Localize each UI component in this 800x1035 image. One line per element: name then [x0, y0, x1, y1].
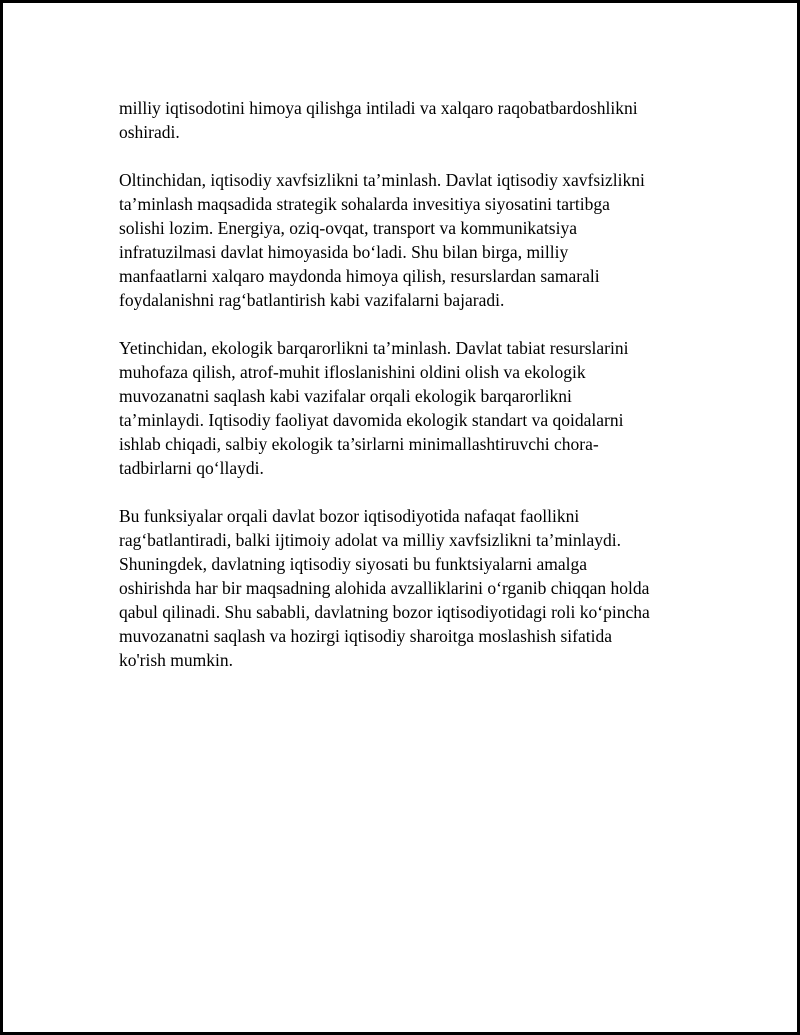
document-body — [119, 96, 684, 696]
paragraph-ecological-sustainability: Yetinchidan, ekologik barqarorlikni ta’minlash. Davlat tabiat resurslarini muhofaza qilish, atrof-muhit ifloslanishini oldini olish va ekologik muvozanatni saqlash kabi vazifalar orqali ekologik barqarorlikni ta’minlaydi. Iqtisodiy faoliyat davomida ekologik standart va qoidalarni ishlab chiqadi, salbiy ekologik ta’sirlarni minimallashtiruvchi chora- tadbirlarni qo‘llaydi. — [119, 338, 629, 478]
paragraph-continuation: milliy iqtisodotini himoya qilishga intiladi va xalqaro raqobatbardoshlikni oshiradi. — [119, 98, 638, 142]
paragraph-economic-security: Oltinchidan, iqtisodiy xavfsizlikni ta’minlash. Davlat iqtisodiy xavfsizlikni ta’minlash maqsadida strategik sohalarda invesitiya siyosatini tartibga solishi lozim. Energiya, oziq-ovqat, transport va kommunikatsiya infratuzilmasi davlat himoyasida bo‘ladi. Shu bilan birga, milliy manfaatlarni xalqaro maydonda himoya qilish, resurslardan samarali foydalanishni rag‘batlantirish kabi vazifalarni bajaradi. — [119, 170, 645, 310]
paragraph-conclusion: Bu funksiyalar orqali davlat bozor iqtisodiyotida nafaqat faollikni rag‘batlantiradi, balki ijtimoiy adolat va milliy xavfsizlikni ta’minlaydi. Shuningdek, davlatning iqtisodiy siyosati bu funktsiyalarni amalga oshirishda har bir maqsadning alohida avzalliklarini o‘rganib chiqqan holda qabul qilinadi. Shu sababli, davlatning bozor iqtisodiyotidagi roli ko‘pincha muvozanatni saqlash va hozirgi iqtisodiy sharoitga moslashish sifatida ko'rish mumkin. — [119, 506, 650, 670]
